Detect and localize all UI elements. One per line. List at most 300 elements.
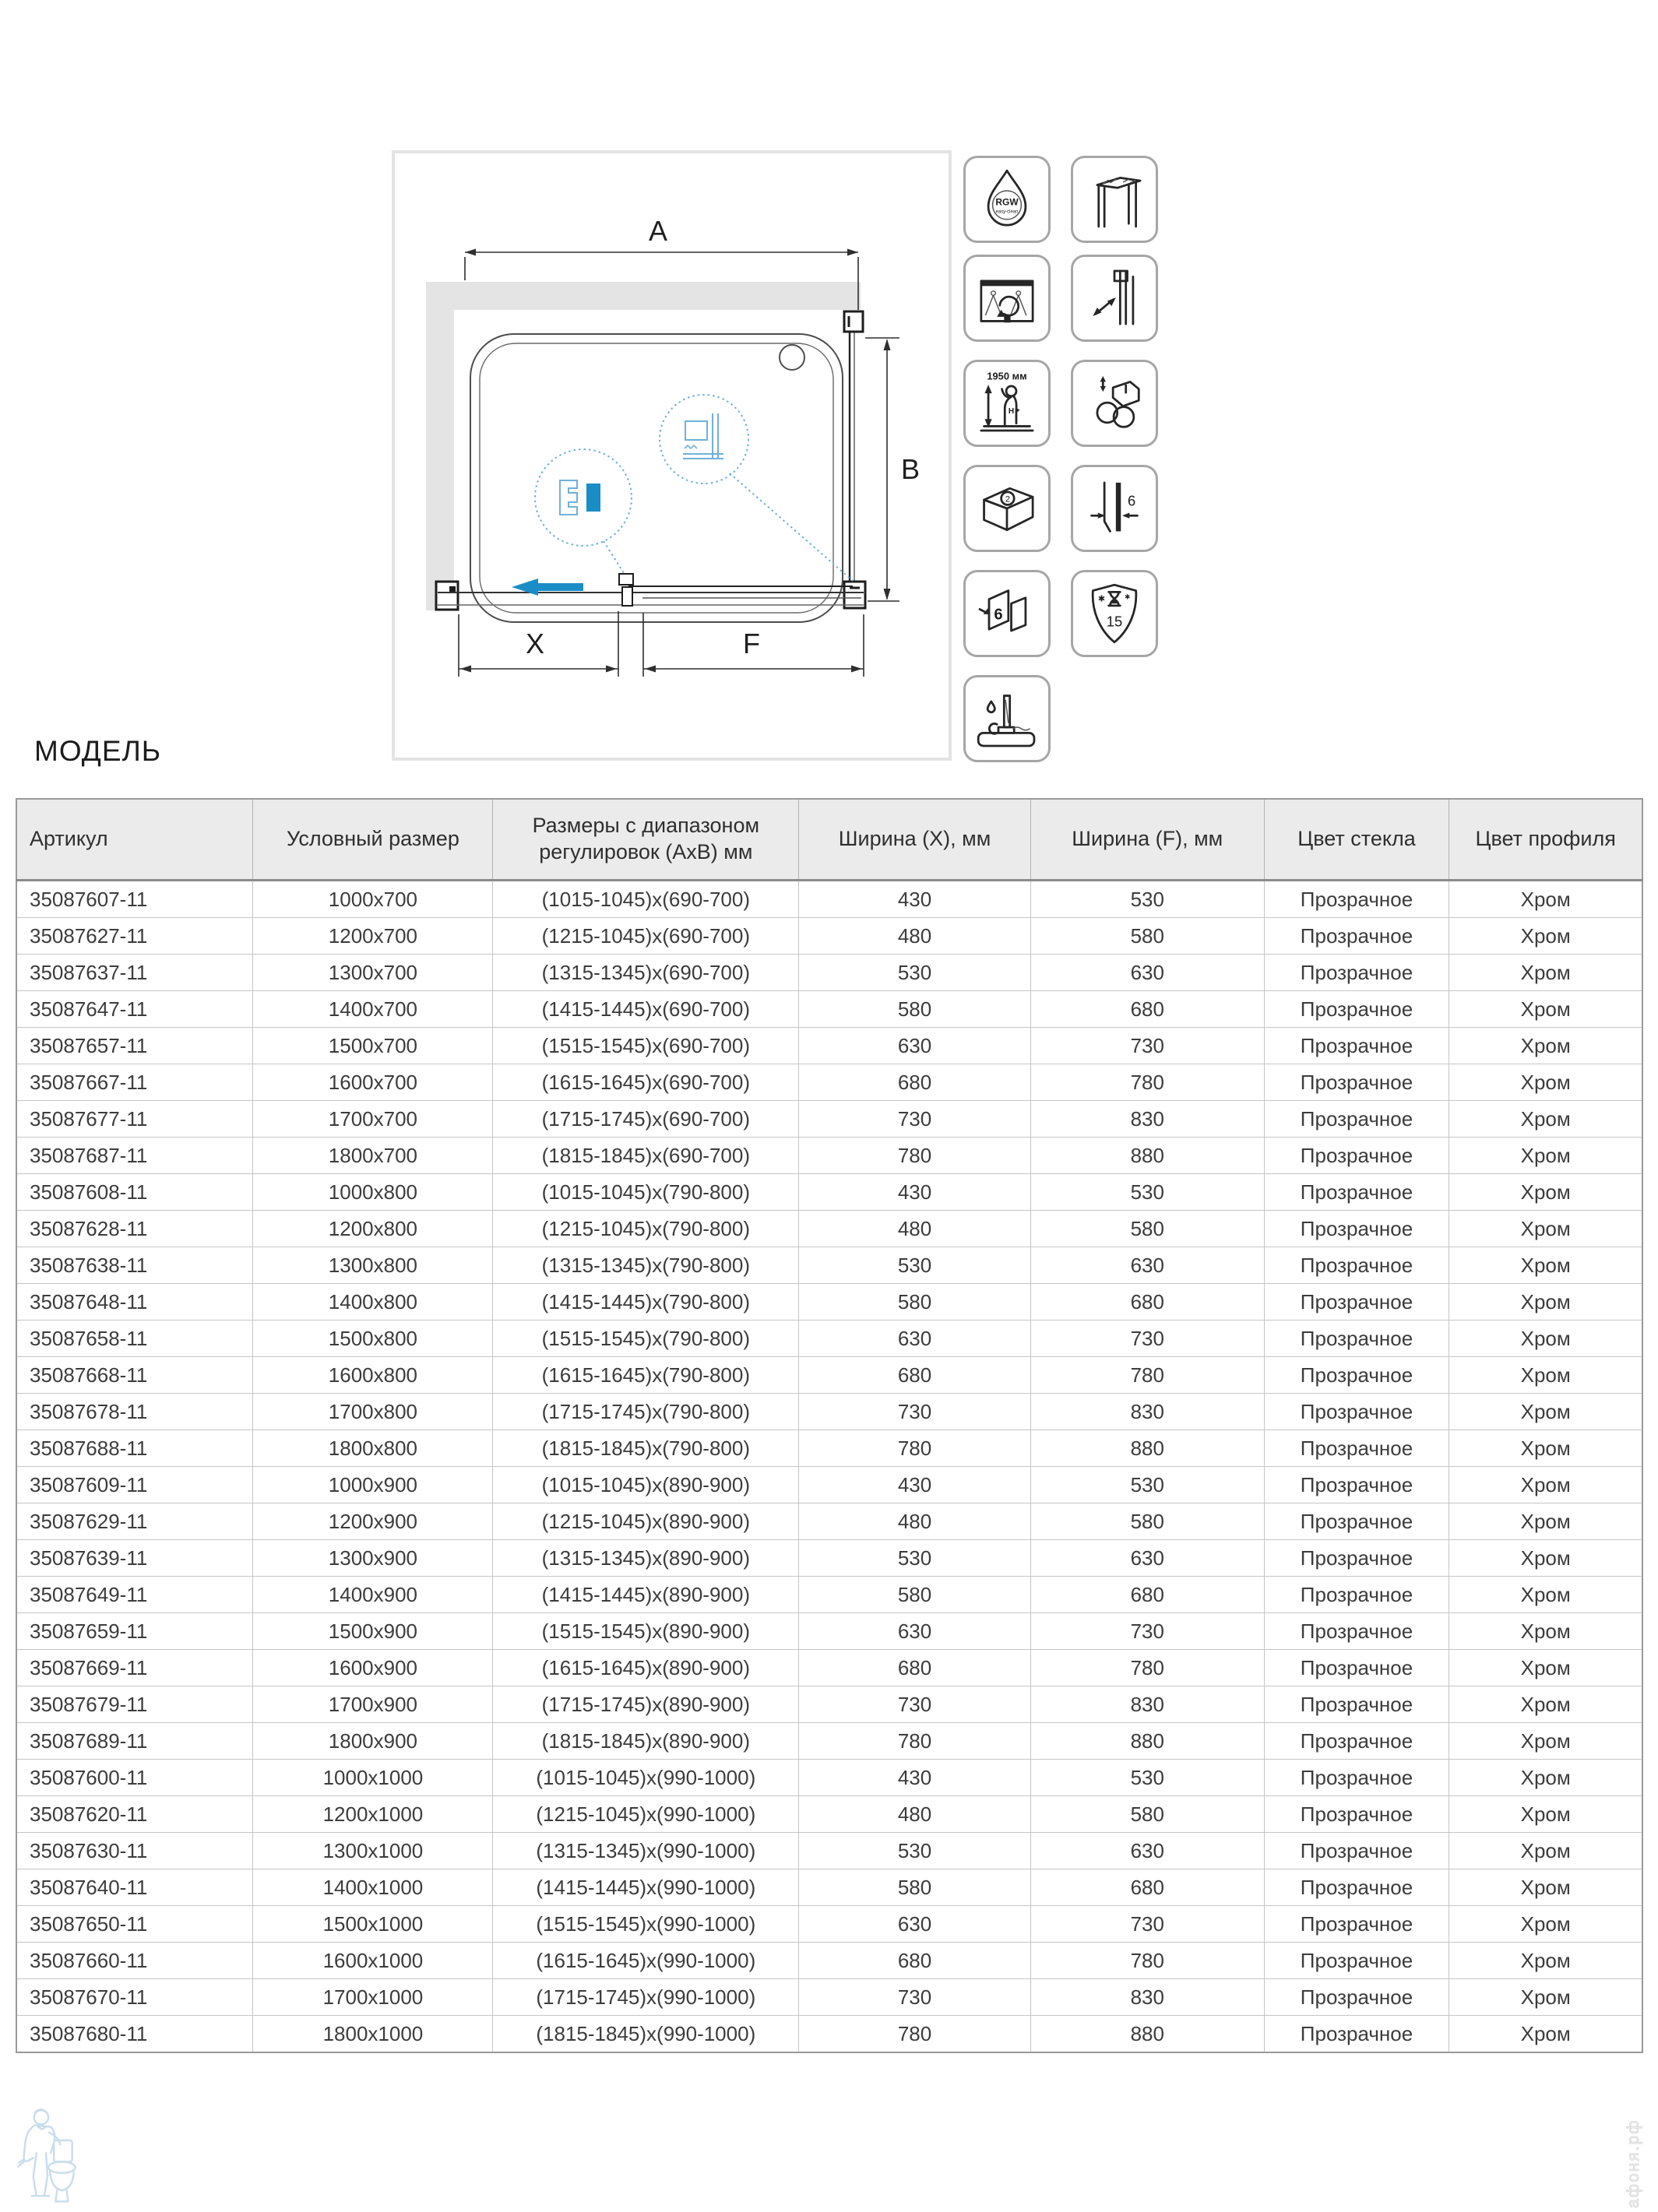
wall-top [426, 282, 861, 310]
table-row [16, 1394, 1642, 1430]
table-row [16, 1064, 1642, 1101]
dim-b-arrow-top [884, 339, 891, 350]
cell-glass-color: Прозрачное [1264, 1943, 1449, 1979]
cell-width-x: 480 [799, 1503, 1031, 1540]
cell-width-x: 430 [799, 1174, 1031, 1211]
wall-mounting-icon [1071, 156, 1158, 243]
column-header-width-x: Ширина (X), мм [799, 799, 1031, 881]
cell-range: (1315-1345)x(790-800) [493, 1247, 799, 1284]
cell-article: 35087600-11 [16, 1760, 253, 1796]
cell-width-x: 780 [799, 1430, 1031, 1467]
watermark-vertical-text: афоня.рф [1625, 2119, 1642, 2208]
table-row [16, 1174, 1642, 1211]
cell-size: 1000x900 [253, 1467, 493, 1503]
cell-profile-color: Хром [1449, 1503, 1642, 1540]
cell-size: 1700x800 [253, 1394, 493, 1430]
cell-size: 1300x700 [253, 955, 493, 991]
cell-glass-color: Прозрачное [1264, 1979, 1449, 2016]
cell-range: (1415-1445)x(890-900) [493, 1577, 799, 1613]
water-drain-icon [963, 675, 1051, 762]
warranty-years-label: 15 [1106, 613, 1123, 630]
shower-enclosure-plan-drawing [395, 153, 949, 758]
cell-size: 1000x1000 [253, 1760, 493, 1796]
cell-size: 1200x1000 [253, 1796, 493, 1833]
cell-width-f: 580 [1030, 1503, 1264, 1540]
cell-width-f: 630 [1030, 1540, 1264, 1577]
table-row [16, 1247, 1642, 1284]
cell-size: 1200x900 [253, 1503, 493, 1540]
cell-glass-color: Прозрачное [1264, 1869, 1449, 1906]
cell-width-f: 730 [1030, 1906, 1264, 1943]
cell-glass-color: Прозрачное [1264, 1211, 1449, 1247]
cell-width-x: 530 [799, 955, 1031, 991]
cell-width-f: 630 [1030, 955, 1264, 991]
table-row [16, 1833, 1642, 1869]
cell-size: 1500x800 [253, 1321, 493, 1357]
cell-range: (1715-1745)x(890-900) [493, 1686, 799, 1723]
glass-thickness-label: 6 [1127, 492, 1136, 509]
cell-size: 1300x1000 [253, 1833, 493, 1869]
cell-width-f: 830 [1030, 1101, 1264, 1138]
cell-profile-color: Хром [1449, 1869, 1642, 1906]
cell-article: 35087650-11 [16, 1906, 253, 1943]
cell-width-x: 780 [799, 2016, 1031, 2053]
table-row [16, 1540, 1642, 1577]
table-row [16, 1906, 1642, 1943]
table-row [16, 1577, 1642, 1613]
cell-glass-color: Прозрачное [1264, 1906, 1449, 1943]
cell-size: 1800x800 [253, 1430, 493, 1467]
cell-profile-color: Хром [1449, 2016, 1642, 2053]
table-row [16, 991, 1642, 1028]
dim-x-arrow-right [606, 666, 617, 673]
cell-width-x: 630 [799, 1321, 1031, 1357]
cell-article: 35087628-11 [16, 1211, 253, 1247]
cell-width-f: 780 [1030, 1064, 1264, 1101]
cell-article: 35087607-11 [16, 881, 253, 918]
cell-width-f: 880 [1030, 2016, 1264, 2053]
cell-size: 1000x700 [253, 881, 493, 918]
cell-size: 1500x1000 [253, 1906, 493, 1943]
cell-size: 1400x700 [253, 991, 493, 1028]
cell-width-f: 580 [1030, 1796, 1264, 1833]
cell-size: 1600x1000 [253, 1943, 493, 1979]
cell-profile-color: Хром [1449, 1247, 1642, 1284]
dim-f-arrow-right [851, 666, 862, 673]
cell-size: 1600x700 [253, 1064, 493, 1101]
cell-range: (1015-1045)x(990-1000) [493, 1760, 799, 1796]
cell-width-f: 730 [1030, 1613, 1264, 1650]
cell-profile-color: Хром [1449, 1467, 1642, 1503]
cell-range: (1015-1045)x(690-700) [493, 881, 799, 918]
cell-width-f: 830 [1030, 1394, 1264, 1430]
cell-profile-color: Хром [1449, 1833, 1642, 1869]
cell-profile-color: Хром [1449, 1979, 1642, 2016]
cell-glass-color: Прозрачное [1264, 1064, 1449, 1101]
spec-table-header [16, 799, 1642, 881]
pivot-door-icon [963, 255, 1051, 342]
cell-glass-color: Прозрачное [1264, 1247, 1449, 1284]
page-title: МОДЕЛЬ [34, 735, 162, 767]
cell-article: 35087658-11 [16, 1321, 253, 1357]
cell-profile-color: Хром [1449, 1064, 1642, 1101]
rollers-icon [1071, 360, 1158, 447]
cell-range: (1215-1045)x(690-700) [493, 918, 799, 955]
easy-clean-label: RGW [995, 196, 1019, 208]
cell-width-x: 430 [799, 1467, 1031, 1503]
dim-label-x: X [525, 628, 545, 659]
table-row [16, 2016, 1642, 2053]
cell-width-f: 630 [1030, 1833, 1264, 1869]
cell-range: (1815-1845)x(990-1000) [493, 2016, 799, 2053]
cell-article: 35087637-11 [16, 955, 253, 991]
cell-article: 35087670-11 [16, 1979, 253, 2016]
table-row [16, 1467, 1642, 1503]
cell-range: (1615-1645)x(790-800) [493, 1357, 799, 1394]
packages-icon [963, 465, 1051, 552]
cell-range: (1515-1545)x(790-800) [493, 1321, 799, 1357]
cell-width-x: 580 [799, 991, 1031, 1028]
dim-f-arrow-left [645, 666, 656, 673]
cell-article: 35087660-11 [16, 1943, 253, 1979]
cell-glass-color: Прозрачное [1264, 1174, 1449, 1211]
cell-profile-color: Хром [1449, 1101, 1642, 1138]
cell-glass-color: Прозрачное [1264, 955, 1449, 991]
technical-drawing-frame [392, 150, 952, 761]
cell-size: 1200x700 [253, 918, 493, 955]
cell-glass-color: Прозрачное [1264, 991, 1449, 1028]
cell-width-f: 880 [1030, 1723, 1264, 1760]
height-label: 1950 мм [987, 370, 1027, 382]
height-1950-icon [963, 360, 1051, 447]
table-row [16, 1101, 1642, 1138]
cell-glass-color: Прозрачное [1264, 1796, 1449, 1833]
wall-glass-label: 6 [994, 606, 1003, 624]
cell-article: 35087630-11 [16, 1833, 253, 1869]
table-row [16, 1430, 1642, 1467]
cell-width-f: 580 [1030, 1211, 1264, 1247]
cell-width-f: 630 [1030, 1247, 1264, 1284]
cell-width-f: 680 [1030, 1284, 1264, 1321]
cell-profile-color: Хром [1449, 1540, 1642, 1577]
cell-profile-color: Хром [1449, 991, 1642, 1028]
dim-label-a: A [648, 215, 668, 247]
cell-range: (1015-1045)x(890-900) [493, 1467, 799, 1503]
cell-article: 35087687-11 [16, 1138, 253, 1174]
cell-range: (1015-1045)x(790-800) [493, 1174, 799, 1211]
cell-article: 35087638-11 [16, 1247, 253, 1284]
cell-width-x: 430 [799, 881, 1031, 918]
cell-profile-color: Хром [1449, 1357, 1642, 1394]
cell-article: 35087647-11 [16, 991, 253, 1028]
cell-range: (1515-1545)x(990-1000) [493, 1906, 799, 1943]
cell-width-x: 630 [799, 1613, 1031, 1650]
cell-range: (1215-1045)x(890-900) [493, 1503, 799, 1540]
cell-profile-color: Хром [1449, 1174, 1642, 1211]
cell-profile-color: Хром [1449, 1430, 1642, 1467]
cell-range: (1415-1445)x(690-700) [493, 991, 799, 1028]
cell-profile-color: Хром [1449, 1760, 1642, 1796]
cell-width-x: 630 [799, 1906, 1031, 1943]
cell-article: 35087639-11 [16, 1540, 253, 1577]
cell-article: 35087649-11 [16, 1577, 253, 1613]
cell-article: 35087620-11 [16, 1796, 253, 1833]
cell-range: (1615-1645)x(990-1000) [493, 1943, 799, 1979]
cell-width-x: 780 [799, 1723, 1031, 1760]
cell-article: 35087679-11 [16, 1686, 253, 1723]
cell-width-x: 580 [799, 1284, 1031, 1321]
table-row [16, 1796, 1642, 1833]
cell-range: (1615-1645)x(890-900) [493, 1650, 799, 1686]
cell-article: 35087680-11 [16, 2016, 253, 2053]
easy-clean-icon [963, 156, 1051, 243]
spec-table [16, 798, 1643, 2053]
cell-width-f: 880 [1030, 1430, 1264, 1467]
cell-width-f: 530 [1030, 1467, 1264, 1503]
cell-range: (1815-1845)x(790-800) [493, 1430, 799, 1467]
cell-size: 1600x800 [253, 1357, 493, 1394]
column-header-profile-color: Цвет профиля [1449, 799, 1642, 881]
cell-width-x: 580 [799, 1577, 1031, 1613]
cell-width-x: 680 [799, 1943, 1031, 1979]
cell-size: 1000x800 [253, 1174, 493, 1211]
cell-glass-color: Прозрачное [1264, 1430, 1449, 1467]
dim-b [865, 338, 899, 601]
cell-glass-color: Прозрачное [1264, 1723, 1449, 1760]
cell-glass-color: Прозрачное [1264, 1321, 1449, 1357]
cell-size: 1600x900 [253, 1650, 493, 1686]
table-row [16, 881, 1642, 918]
cell-range: (1815-1845)x(890-900) [493, 1723, 799, 1760]
cell-width-x: 730 [799, 1686, 1031, 1723]
cell-glass-color: Прозрачное [1264, 1686, 1449, 1723]
cell-width-x: 580 [799, 1869, 1031, 1906]
dim-b-arrow-bottom [884, 589, 891, 600]
cell-size: 1200x800 [253, 1211, 493, 1247]
wall-left [426, 282, 454, 610]
table-row [16, 1650, 1642, 1686]
column-header-adjust-range: Размеры с диапазоном регулировок (АхВ) мм [493, 799, 799, 881]
cell-width-f: 880 [1030, 1138, 1264, 1174]
cell-profile-color: Хром [1449, 1723, 1642, 1760]
cell-width-f: 780 [1030, 1357, 1264, 1394]
cell-size: 1700x700 [253, 1101, 493, 1138]
cell-article: 35087657-11 [16, 1028, 253, 1064]
cell-glass-color: Прозрачное [1264, 1394, 1449, 1430]
cell-range: (1315-1345)x(990-1000) [493, 1833, 799, 1869]
cell-size: 1400x900 [253, 1577, 493, 1613]
dim-a-arrow-right [847, 249, 858, 256]
cell-width-f: 530 [1030, 1760, 1264, 1796]
cell-glass-color: Прозрачное [1264, 1760, 1449, 1796]
column-header-glass-color: Цвет стекла [1264, 799, 1449, 881]
cell-width-f: 680 [1030, 1577, 1264, 1613]
cell-profile-color: Хром [1449, 1394, 1642, 1430]
cell-width-x: 680 [799, 1650, 1031, 1686]
cell-profile-color: Хром [1449, 1577, 1642, 1613]
gear-glyph-left: ✱ [1097, 594, 1106, 604]
cell-article: 35087678-11 [16, 1394, 253, 1430]
easy-clean-sublabel: easy-clean [995, 209, 1019, 215]
cell-range: (1415-1445)x(790-800) [493, 1284, 799, 1321]
cell-profile-color: Хром [1449, 1686, 1642, 1723]
cell-width-x: 480 [799, 918, 1031, 955]
cell-width-x: 730 [799, 1101, 1031, 1138]
cell-glass-color: Прозрачное [1264, 881, 1449, 918]
cell-profile-color: Хром [1449, 1650, 1642, 1686]
cell-article: 35087627-11 [16, 918, 253, 955]
table-row [16, 1211, 1642, 1247]
cell-profile-color: Хром [1449, 881, 1642, 918]
cell-profile-color: Хром [1449, 918, 1642, 955]
cell-width-x: 530 [799, 1247, 1031, 1284]
warranty-icon [1071, 570, 1158, 657]
table-row [16, 1869, 1642, 1906]
glass-thickness-icon [1071, 465, 1158, 552]
cell-profile-color: Хром [1449, 1138, 1642, 1174]
cell-width-f: 680 [1030, 1869, 1264, 1906]
cell-range: (1515-1545)x(690-700) [493, 1028, 799, 1064]
cell-width-x: 680 [799, 1064, 1031, 1101]
cell-range: (1615-1645)x(690-700) [493, 1064, 799, 1101]
cell-width-x: 730 [799, 1979, 1031, 2016]
cell-glass-color: Прозрачное [1264, 1613, 1449, 1650]
cell-range: (1715-1745)x(790-800) [493, 1394, 799, 1430]
table-row [16, 1760, 1642, 1796]
table-row [16, 1028, 1642, 1064]
cell-width-f: 780 [1030, 1943, 1264, 1979]
cell-width-x: 530 [799, 1540, 1031, 1577]
cell-profile-color: Хром [1449, 1211, 1642, 1247]
table-row [16, 1503, 1642, 1540]
table-row [16, 1357, 1642, 1394]
shower-tray-outer [470, 334, 843, 622]
cell-glass-color: Прозрачное [1264, 1028, 1449, 1064]
table-row [16, 1613, 1642, 1650]
cell-profile-color: Хром [1449, 1943, 1642, 1979]
cell-article: 35087609-11 [16, 1467, 253, 1503]
cell-glass-color: Прозрачное [1264, 1101, 1449, 1138]
cell-article: 35087677-11 [16, 1101, 253, 1138]
corner-profile-top-right [844, 311, 863, 332]
cell-glass-color: Прозрачное [1264, 918, 1449, 955]
cell-article: 35087689-11 [16, 1723, 253, 1760]
cell-article: 35087640-11 [16, 1869, 253, 1906]
cell-article: 35087608-11 [16, 1174, 253, 1211]
watermark-mascot [5, 2101, 84, 2207]
cell-profile-color: Хром [1449, 1284, 1642, 1321]
cell-profile-color: Хром [1449, 1796, 1642, 1833]
cell-width-f: 730 [1030, 1321, 1264, 1357]
cell-article: 35087668-11 [16, 1357, 253, 1394]
cell-glass-color: Прозрачное [1264, 1503, 1449, 1540]
cell-range: (1315-1345)x(890-900) [493, 1540, 799, 1577]
cell-profile-color: Хром [1449, 955, 1642, 991]
dim-label-f: F [743, 628, 760, 659]
cell-range: (1515-1545)x(890-900) [493, 1613, 799, 1650]
cell-article: 35087648-11 [16, 1284, 253, 1321]
cell-article: 35087629-11 [16, 1503, 253, 1540]
cell-glass-color: Прозрачное [1264, 1357, 1449, 1394]
cell-profile-color: Хром [1449, 1906, 1642, 1943]
column-header-nominal-size: Условный размер [253, 799, 493, 881]
cell-size: 1800x700 [253, 1138, 493, 1174]
cell-glass-color: Прозрачное [1264, 1138, 1449, 1174]
cell-glass-color: Прозрачное [1264, 1833, 1449, 1869]
cell-width-x: 530 [799, 1833, 1031, 1869]
cell-width-x: 480 [799, 1796, 1031, 1833]
gear-glyph-right: ✱ [1125, 593, 1131, 601]
cell-width-f: 780 [1030, 1650, 1264, 1686]
cell-size: 1700x1000 [253, 1979, 493, 2016]
table-row [16, 1138, 1642, 1174]
packages-count-label: 2 [1005, 494, 1010, 505]
cell-width-f: 830 [1030, 1979, 1264, 2016]
cell-size: 1500x900 [253, 1613, 493, 1650]
cell-width-f: 830 [1030, 1686, 1264, 1723]
cell-article: 35087688-11 [16, 1430, 253, 1467]
dim-label-b: B [900, 453, 921, 485]
cell-profile-color: Хром [1449, 1613, 1642, 1650]
cell-glass-color: Прозрачное [1264, 2016, 1449, 2053]
cell-width-f: 580 [1030, 918, 1264, 955]
table-row [16, 1943, 1642, 1979]
cell-range: (1215-1045)x(990-1000) [493, 1796, 799, 1833]
cell-width-x: 730 [799, 1394, 1031, 1430]
cell-range: (1415-1445)x(990-1000) [493, 1869, 799, 1906]
cell-glass-color: Прозрачное [1264, 1650, 1449, 1686]
cell-range: (1715-1745)x(690-700) [493, 1101, 799, 1138]
cell-width-x: 630 [799, 1028, 1031, 1064]
cell-width-f: 530 [1030, 881, 1264, 918]
cell-width-x: 430 [799, 1760, 1031, 1796]
cell-range: (1815-1845)x(690-700) [493, 1138, 799, 1174]
cell-profile-color: Хром [1449, 1028, 1642, 1064]
table-row [16, 1284, 1642, 1321]
cell-glass-color: Прозрачное [1264, 1284, 1449, 1321]
profile-adjust-icon [1071, 255, 1158, 342]
cell-glass-color: Прозрачное [1264, 1540, 1449, 1577]
cell-size: 1800x1000 [253, 2016, 493, 2053]
cell-article: 35087659-11 [16, 1613, 253, 1650]
column-header-width-f: Ширина (F), мм [1030, 799, 1264, 881]
table-row [16, 1979, 1642, 2016]
column-header-article: Артикул [16, 799, 253, 881]
cell-glass-color: Прозрачное [1264, 1577, 1449, 1613]
dim-x-arrow-left [460, 666, 471, 673]
cell-width-x: 480 [799, 1211, 1031, 1247]
cell-size: 1300x900 [253, 1540, 493, 1577]
cell-width-f: 680 [1030, 991, 1264, 1028]
table-row [16, 918, 1642, 955]
cell-glass-color: Прозрачное [1264, 1467, 1449, 1503]
table-row [16, 1686, 1642, 1723]
cell-article: 35087667-11 [16, 1064, 253, 1101]
cell-profile-color: Хром [1449, 1321, 1642, 1357]
cell-width-x: 780 [799, 1138, 1031, 1174]
cell-range: (1215-1045)x(790-800) [493, 1211, 799, 1247]
cell-range: (1315-1345)x(690-700) [493, 955, 799, 991]
cell-width-x: 680 [799, 1357, 1031, 1394]
dim-a-arrow-left [465, 249, 476, 256]
cell-range: (1715-1745)x(990-1000) [493, 1979, 799, 2016]
cell-size: 1800x900 [253, 1723, 493, 1760]
cell-size: 1500x700 [253, 1028, 493, 1064]
cell-size: 1400x800 [253, 1284, 493, 1321]
table-row [16, 955, 1642, 991]
table-row [16, 1723, 1642, 1760]
cell-width-f: 730 [1030, 1028, 1264, 1064]
